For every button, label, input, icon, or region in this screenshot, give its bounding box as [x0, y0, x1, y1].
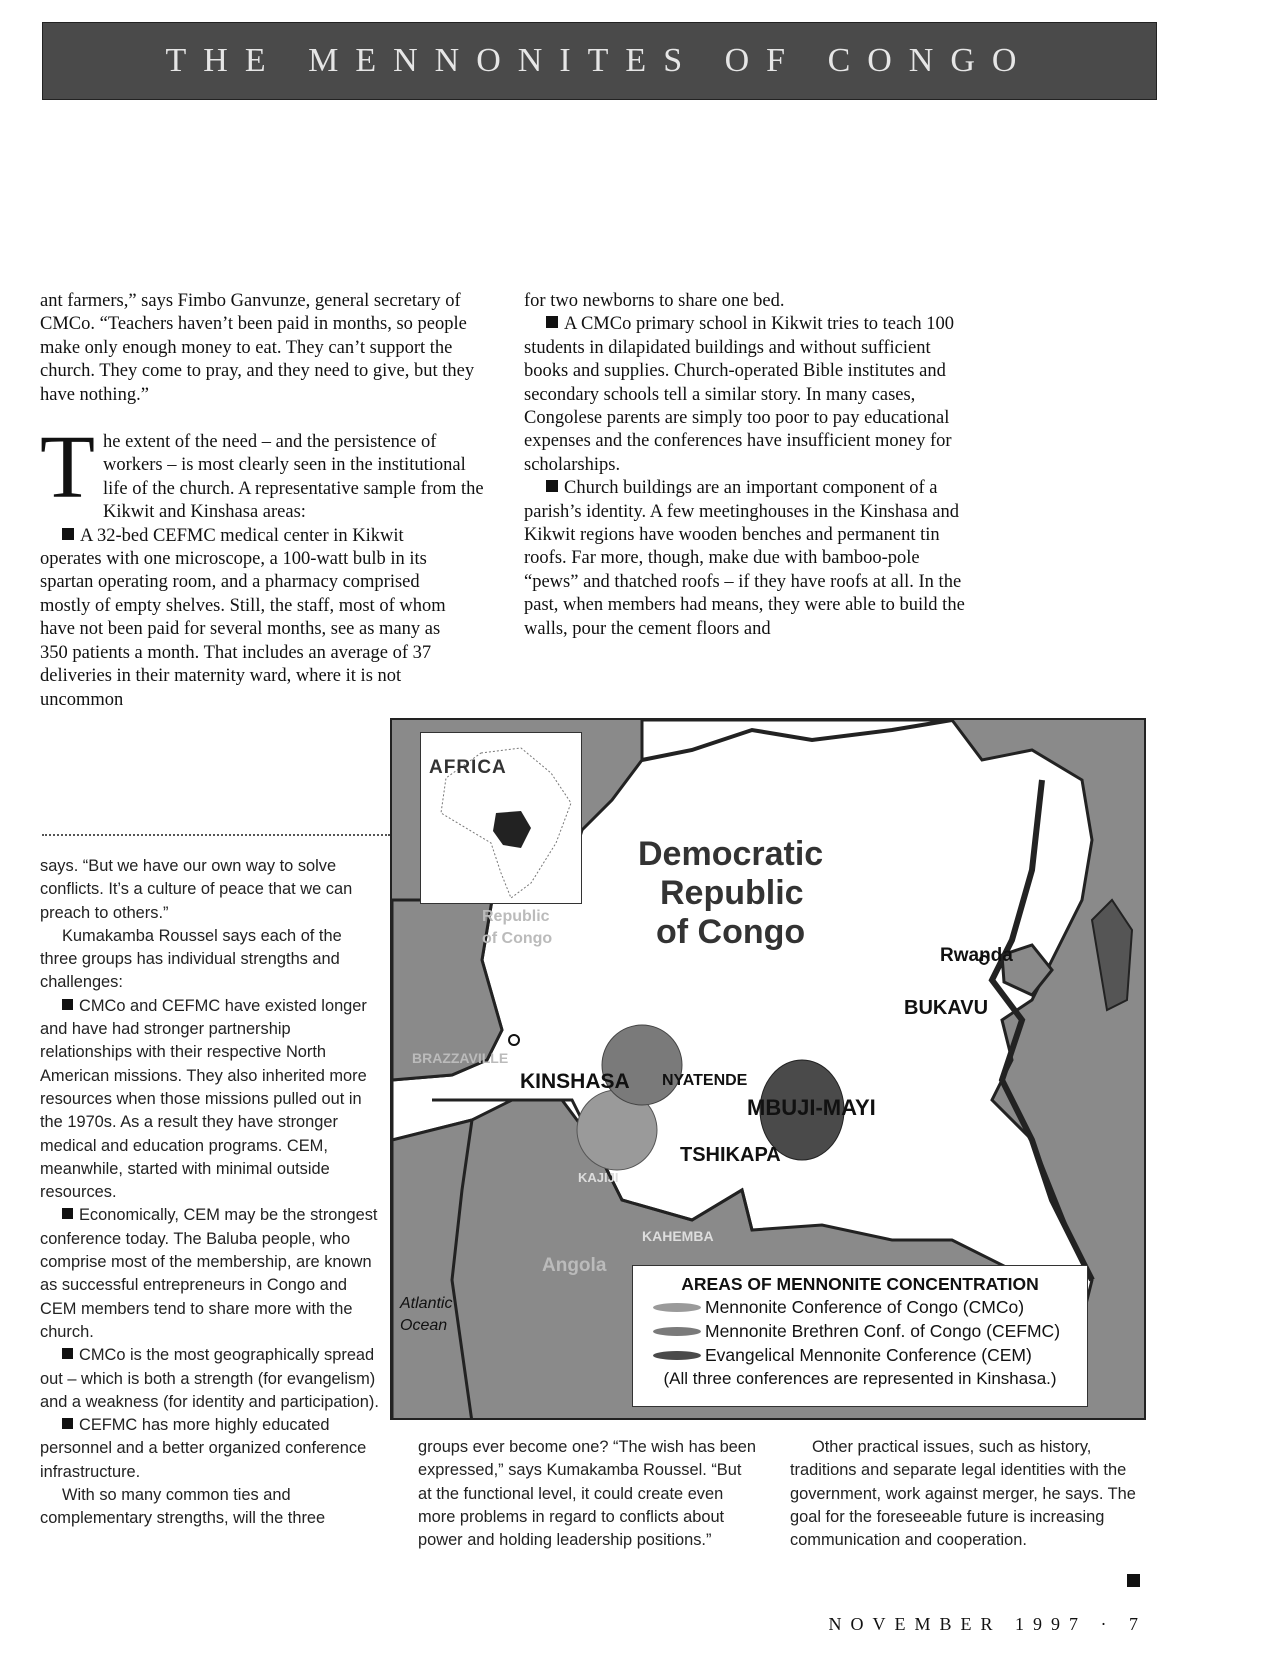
africa-inset-map	[420, 732, 582, 904]
column-1-paragraph: ant farmers,” says Fimbo Ganvunze, general secretary of CMCo. “Teachers haven’t been paid in months, so people make only enough money to eat. They can’t support the church. They come to pray, and they need to give, but they have nothing.”	[40, 291, 475, 405]
legend-item-cmco: Mennonite Conference of Congo (CMCo)	[653, 1295, 1077, 1319]
drc-title-line-2: Republic	[660, 874, 804, 912]
atlantic-label-1: Atlantic	[400, 1295, 453, 1312]
column-2-paragraph: for two newborns to share one bed.	[524, 291, 785, 311]
column-1-dropcap-paragraph	[40, 418, 488, 525]
legend-item-cefmc: Mennonite Brethren Conf. of Congo (CEFMC)	[653, 1319, 1077, 1343]
sidebar-column	[40, 855, 380, 1531]
kinshasa-label: KINSHASA	[520, 1070, 630, 1093]
drc-title-line-1: Democratic	[638, 835, 824, 873]
drc-title-line-3: of Congo	[656, 913, 806, 951]
column-2-bullet-2: Church buildings are an important component of a parish’s identity. A few meetinghouses in the Kinshasa and Kikwit regions have wooden benches and permanent tin roofs. Far more, though, make due with bamboo-pole “pews” and thatched roofs – if they have roofs at all. In the past, when members had means, they were able to build the walls, pour the cement floors and	[524, 478, 965, 639]
tshikapa-label: TSHIKAPA	[680, 1144, 781, 1166]
atlantic-label-2: Ocean	[400, 1317, 448, 1334]
nyatende-label: NYATENDE	[662, 1072, 748, 1089]
cefmc-swatch	[653, 1327, 701, 1336]
legend-note: (All three conferences are represented in Kinshasa.)	[663, 1369, 1057, 1388]
bottom-middle-paragraph: groups ever become one? “The wish has been expressed,” says Kumakamba Roussel. “But at the functional level, it could create even more problems in regard to conflicts about power and holding leadership positions.”	[418, 1438, 757, 1550]
republic-label-2: of Congo	[482, 930, 553, 947]
header-banner	[42, 22, 1157, 100]
bottom-right-column	[790, 1436, 1140, 1552]
section-divider	[42, 834, 390, 836]
column-2	[524, 290, 972, 641]
cmco-swatch	[653, 1303, 701, 1312]
sidebar-paragraph-2: Kumakamba Roussel says each of the three groups has individual strengths and challenges:	[40, 926, 342, 992]
bullet-square-icon	[62, 528, 74, 540]
bullet-square-icon	[62, 1418, 73, 1429]
page-footer: NOVEMBER 1997 · 7	[828, 1614, 1147, 1634]
cem-swatch	[653, 1351, 701, 1360]
mbujimayi-label: MBUJI-MAYI	[747, 1095, 876, 1120]
republic-label-1: Republic	[482, 908, 550, 925]
sidebar-paragraph-3: With so many common ties and complementary strengths, will the three	[40, 1486, 326, 1528]
sidebar-paragraph-1: says. “But we have our own way to solve conflicts. It’s a culture of peace that we can preach to others.”	[40, 857, 353, 922]
banner-title: THE MENNONITES OF CONGO	[165, 42, 1034, 79]
legend-item-cem: Evangelical Mennonite Conference (CEM)	[653, 1343, 1077, 1367]
column-2-bullet-1: A CMCo primary school in Kikwit tries to teach 100 students in dilapidated buildings and without sufficient books and supplies. Church-operated Bible institutes and secondary schools tell a similar story. In many cases, Congolese parents are simply too poor to pay educational expenses and the conferences have insufficient money for scholarships.	[524, 314, 954, 475]
bullet-square-icon	[62, 1348, 73, 1359]
bullet-square-icon	[62, 1208, 73, 1219]
inset-label: AFRICA	[429, 757, 507, 778]
end-mark-icon	[1127, 1574, 1140, 1587]
brazzaville-marker	[509, 1035, 519, 1045]
bullet-square-icon	[62, 999, 73, 1010]
column-1-paragraph-2: he extent of the need – and the persistence of workers – is most clearly seen in the institutional life of the church. A representative sample from the Kikwit and Kinshasa areas:	[102, 432, 484, 523]
lake	[1092, 900, 1132, 1010]
bottom-middle-column	[418, 1436, 758, 1552]
column-1	[40, 290, 488, 712]
rwanda-label: Rwanda	[940, 945, 1013, 966]
bullet-square-icon	[546, 480, 558, 492]
brazzaville-label: BRAZZAVILLE	[412, 1050, 509, 1066]
column-1-bullet: A 32-bed CEFMC medical center in Kikwit operates with one microscope, a 100-watt bulb in its spartan operating room, and a pharmacy comprised mostly of empty shelves. Still, the staff, most of whom have not been paid for several months, see as many as 350 patients a month. That includes an average of 37 deliveries in their maternity ward, where it is not uncommon	[40, 525, 446, 710]
kahemba-label: KAHEMBA	[642, 1228, 714, 1244]
bullet-square-icon	[546, 316, 558, 328]
sidebar-bullet-1: CMCo and CEFMC have existed longer and have had stronger partnership relationships with their respective North American missions. They also inherited more resources when those missions pulled out in the 1970s. As a result they have stronger medical and education programs. CEM, meanwhile, started with minimal outside resources.	[40, 996, 367, 1202]
atlantic-coast	[392, 1120, 472, 1420]
sidebar-bullet-3: CMCo is the most geographically spread out – which is both a strength (for evangelism) and a weakness (for identity and participation).	[40, 1346, 379, 1411]
bottom-right-paragraph: Other practical issues, such as history, traditions and separate legal identities with the government, work against merger, he says. The goal for the foreseeable future is increasing communication and cooperation.	[790, 1438, 1136, 1550]
congo-map	[390, 718, 1146, 1420]
bukavu-label: BUKAVU	[904, 997, 989, 1019]
angola-label: Angola	[542, 1255, 607, 1276]
map-legend	[632, 1265, 1088, 1407]
sidebar-bullet-2: Economically, CEM may be the strongest conference today. The Baluba people, who comprise most of the membership, are known as successful entrepreneurs in Congo and CEM members tend to share more with the church.	[40, 1206, 378, 1341]
legend-title: AREAS OF MENNONITE CONCENTRATION	[681, 1274, 1039, 1294]
drop-cap: T	[40, 418, 95, 518]
kajiji-label: KAJIJI	[578, 1170, 619, 1185]
sidebar-bullet-4: CEFMC has more highly educated personnel and a better organized conference infrastructure.	[40, 1416, 367, 1481]
